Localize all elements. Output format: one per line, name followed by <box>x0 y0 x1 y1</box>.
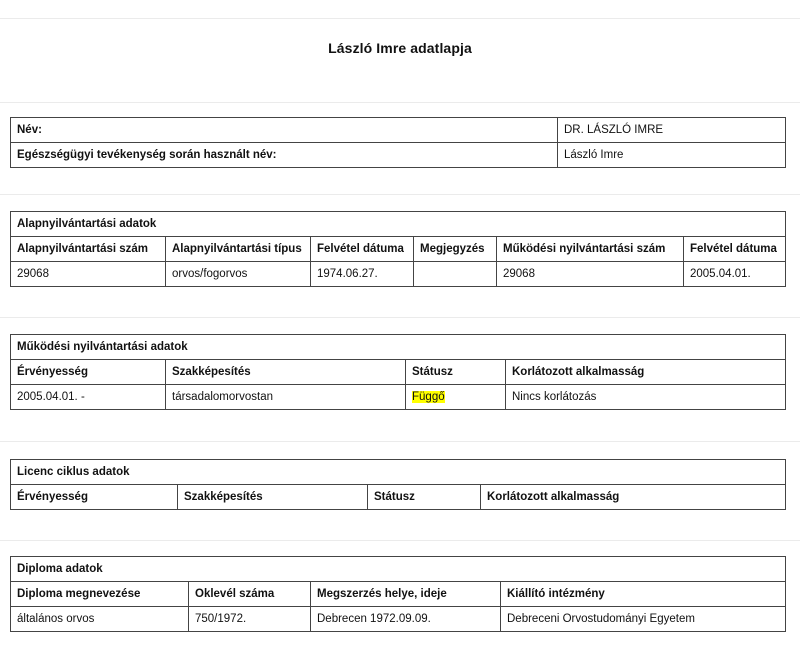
section-title: Diploma adatok <box>11 557 786 582</box>
name-label: Név: <box>11 118 558 143</box>
divider <box>0 18 800 19</box>
divider <box>0 441 800 442</box>
used-name-value: László Imre <box>558 143 786 168</box>
header-row <box>11 360 786 385</box>
table-cell <box>414 262 497 287</box>
table-cell: 2005.04.01. - <box>11 385 166 410</box>
table-cell: 29068 <box>497 262 684 287</box>
column-header: Korlátozott alkalmasság <box>481 485 786 510</box>
divider <box>0 102 800 103</box>
column-header: Felvétel dátuma <box>311 237 414 262</box>
header-row <box>11 582 786 607</box>
used-name-label: Egészségügyi tevékenység során használt név: <box>11 143 558 168</box>
section-title: Működési nyilvántartási adatok <box>11 335 786 360</box>
column-header: Alapnyilvántartási típus <box>166 237 311 262</box>
section-title: Licenc ciklus adatok <box>11 460 786 485</box>
header-row <box>11 237 786 262</box>
column-header: Diploma megnevezése <box>11 582 189 607</box>
divider <box>0 194 800 195</box>
column-header: Státusz <box>368 485 481 510</box>
page-title: László Imre adatlapja <box>328 40 472 56</box>
section-title: Alapnyilvántartási adatok <box>11 212 786 237</box>
column-header: Státusz <box>406 360 506 385</box>
personal-table <box>10 117 786 168</box>
column-header: Oklevél száma <box>189 582 311 607</box>
table-cell: 1974.06.27. <box>311 262 414 287</box>
table-row <box>11 607 786 632</box>
diploma-table <box>10 556 786 632</box>
column-header: Szakképesítés <box>166 360 406 385</box>
column-header: Működési nyilvántartási szám <box>497 237 684 262</box>
operating-registry-table <box>10 334 786 410</box>
column-header: Alapnyilvántartási szám <box>11 237 166 262</box>
table-cell: orvos/fogorvos <box>166 262 311 287</box>
column-header: Felvétel dátuma <box>684 237 786 262</box>
column-header: Megjegyzés <box>414 237 497 262</box>
table-cell: Debreceni Orvostudományi Egyetem <box>501 607 786 632</box>
divider <box>0 317 800 318</box>
divider <box>0 540 800 541</box>
table-cell: 29068 <box>11 262 166 287</box>
table-row <box>11 385 786 410</box>
basic-registry-table <box>10 211 786 287</box>
table-row <box>11 460 786 485</box>
table-row <box>11 143 786 168</box>
table-row <box>11 557 786 582</box>
header-row <box>11 485 786 510</box>
table-row <box>11 335 786 360</box>
table-cell: Debrecen 1972.09.09. <box>311 607 501 632</box>
table-cell: 2005.04.01. <box>684 262 786 287</box>
column-header: Megszerzés helye, ideje <box>311 582 501 607</box>
table-cell: 750/1972. <box>189 607 311 632</box>
column-header: Érvényesség <box>11 485 178 510</box>
table-row <box>11 262 786 287</box>
status-badge: Függő <box>412 391 445 403</box>
table-cell: Nincs korlátozás <box>506 385 786 410</box>
licence-cycle-table <box>10 459 786 510</box>
column-header: Érvényesség <box>11 360 166 385</box>
name-value: DR. LÁSZLÓ IMRE <box>558 118 786 143</box>
table-row <box>11 212 786 237</box>
status-cell <box>406 385 506 410</box>
table-cell: általános orvos <box>11 607 189 632</box>
column-header: Szakképesítés <box>178 485 368 510</box>
table-row <box>11 118 786 143</box>
table-cell: társadalomorvostan <box>166 385 406 410</box>
column-header: Korlátozott alkalmasság <box>506 360 786 385</box>
column-header: Kiállító intézmény <box>501 582 786 607</box>
